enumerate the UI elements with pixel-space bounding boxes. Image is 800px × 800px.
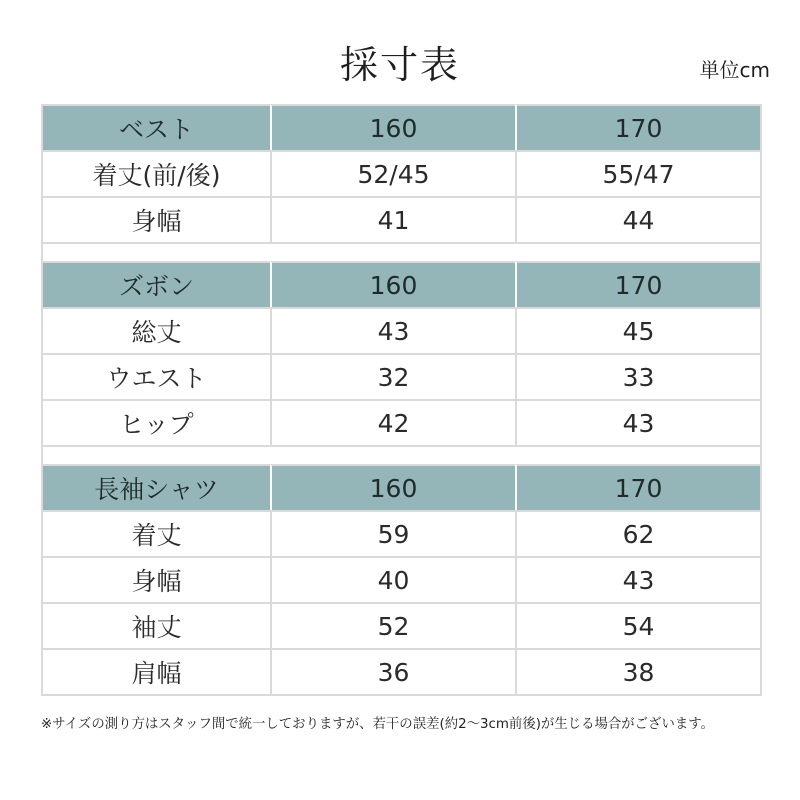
- section-header-vest: [43, 104, 760, 150]
- measurement-label: 着丈(前/後): [43, 150, 270, 196]
- value-160: 52: [270, 602, 515, 648]
- table-row: [43, 602, 760, 648]
- size-header-160: 160: [270, 261, 515, 307]
- value-160: 32: [270, 353, 515, 399]
- value-170: 45: [515, 307, 760, 353]
- table-row: [43, 196, 760, 242]
- size-header-160: 160: [270, 104, 515, 150]
- value-160: 52/45: [270, 150, 515, 196]
- value-170: 54: [515, 602, 760, 648]
- unit-label: 単位cm: [699, 58, 770, 82]
- table-row: [43, 353, 760, 399]
- value-160: 43: [270, 307, 515, 353]
- section-name: ズボン: [43, 261, 270, 307]
- section-name: ベスト: [43, 104, 270, 150]
- size-header-170: 170: [515, 104, 760, 150]
- measurement-label: ウエスト: [43, 353, 270, 399]
- section-spacer: [43, 242, 760, 261]
- measurement-label: ヒップ: [43, 399, 270, 445]
- table-row: [43, 307, 760, 353]
- size-header-170: 170: [515, 464, 760, 510]
- value-170: 55/47: [515, 150, 760, 196]
- value-160: 42: [270, 399, 515, 445]
- size-header-160: 160: [270, 464, 515, 510]
- spacer-cell: [43, 445, 760, 464]
- measurement-label: 袖丈: [43, 602, 270, 648]
- measurement-label: 身幅: [43, 556, 270, 602]
- value-160: 40: [270, 556, 515, 602]
- measurement-label: 肩幅: [43, 648, 270, 694]
- size-header-170: 170: [515, 261, 760, 307]
- value-160: 59: [270, 510, 515, 556]
- value-160: 36: [270, 648, 515, 694]
- table-row: [43, 399, 760, 445]
- measurement-label: 総丈: [43, 307, 270, 353]
- section-header-pants: [43, 261, 760, 307]
- measurement-label: 身幅: [43, 196, 270, 242]
- table-row: [43, 556, 760, 602]
- section-spacer: [43, 445, 760, 464]
- measurement-label: 着丈: [43, 510, 270, 556]
- value-170: 44: [515, 196, 760, 242]
- value-170: 38: [515, 648, 760, 694]
- section-name: 長袖シャツ: [43, 464, 270, 510]
- value-170: 43: [515, 399, 760, 445]
- page-title: 採寸表: [339, 43, 460, 87]
- spacer-cell: [43, 242, 760, 261]
- section-header-shirt: [43, 464, 760, 510]
- value-160: 41: [270, 196, 515, 242]
- measurement-note: ※サイズの測り方はスタッフ間で統一しておりますが、若干の誤差(約2～3cm前後)が生じる場合がございます。: [41, 717, 714, 732]
- value-170: 33: [515, 353, 760, 399]
- table-row: [43, 648, 760, 694]
- value-170: 43: [515, 556, 760, 602]
- value-170: 62: [515, 510, 760, 556]
- table-row: [43, 510, 760, 556]
- table-row: [43, 150, 760, 196]
- size-table: [41, 104, 762, 696]
